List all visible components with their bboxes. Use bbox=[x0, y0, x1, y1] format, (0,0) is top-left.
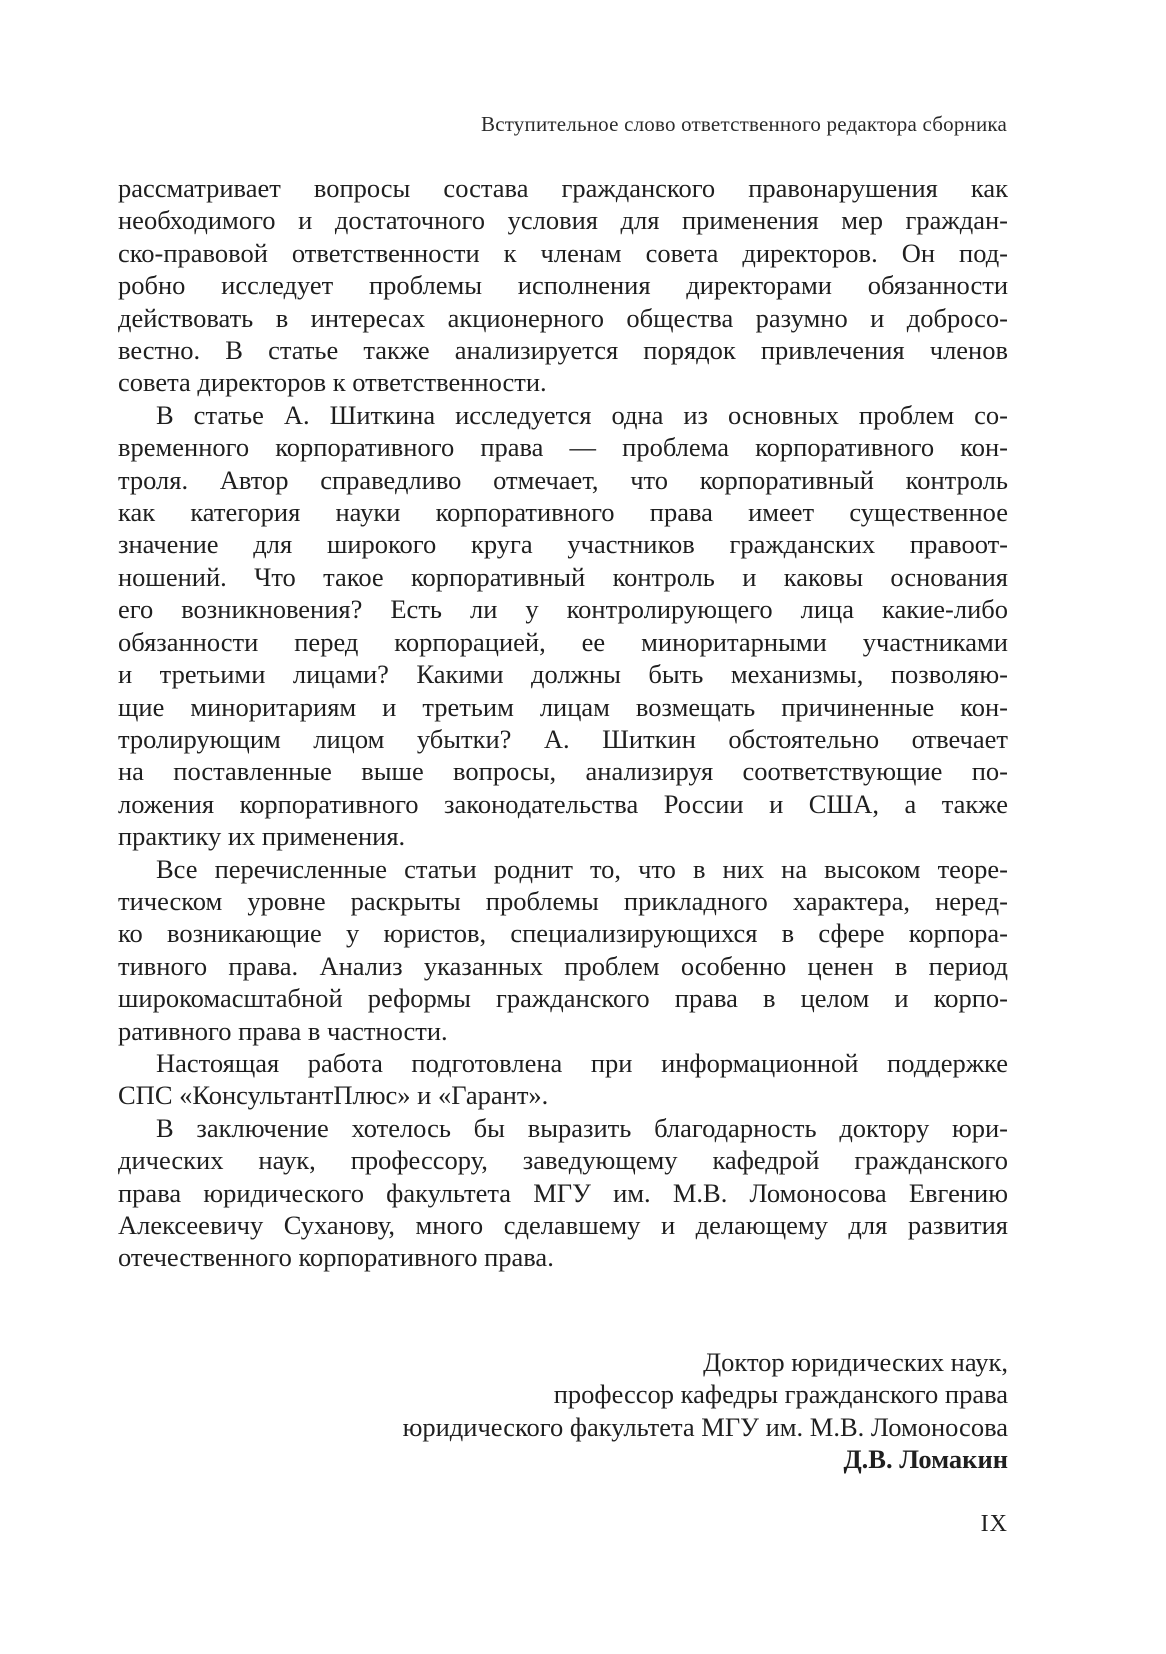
body-text bbox=[118, 172, 1008, 1274]
text-line: широкомасштабной реформы гражданского права в целом и корпо- bbox=[118, 983, 1008, 1014]
signature-name: Д.В. Ломакин bbox=[843, 1444, 1008, 1475]
text-line: щие миноритариям и третьим лицам возмещать причиненные кон- bbox=[118, 691, 1008, 722]
text-line: совета директоров к ответственности. bbox=[118, 367, 547, 398]
signature-position: профессор кафедры гражданского права bbox=[553, 1379, 1008, 1410]
text-line: В заключение хотелось бы выразить благодарность доктору юри- bbox=[156, 1112, 1008, 1143]
paragraph bbox=[118, 1047, 1008, 1112]
text-line: ложения корпоративного законодательства России и США, а также bbox=[118, 788, 1008, 819]
paragraph bbox=[118, 399, 1008, 853]
text-line: и третьими лицами? Какими должны быть механизмы, позволяю- bbox=[118, 659, 1008, 690]
text-line: ко возникающие у юристов, специализирующихся в сфере корпора- bbox=[118, 918, 1008, 949]
signature-faculty: юридического факультета МГУ им. М.В. Ломоносова bbox=[402, 1411, 1008, 1442]
text-line: СПС «КонсультантПлюс» и «Гарант». bbox=[118, 1080, 549, 1111]
paragraph bbox=[118, 1112, 1008, 1274]
page-number: IX bbox=[980, 1511, 1008, 1537]
text-line: его возникновения? Есть ли у контролирующего лица какие-либо bbox=[118, 594, 1008, 625]
text-line: ско-правовой ответственности к членам совета директоров. Он под- bbox=[118, 237, 1008, 268]
text-line: Настоящая работа подготовлена при информационной поддержке bbox=[156, 1047, 1008, 1078]
signature-degree: Доктор юридических наук, bbox=[703, 1347, 1008, 1377]
text-line: тическом уровне раскрыты проблемы прикладного характера, неред- bbox=[118, 885, 1008, 916]
text-line: действовать в интересах акционерного общества разумно и добросо- bbox=[118, 302, 1008, 333]
text-line: Все перечисленные статьи роднит то, что в них на высоком теоре- bbox=[156, 853, 1008, 884]
text-line: временного корпоративного права — проблема корпоративного кон- bbox=[118, 432, 1008, 463]
author-signature bbox=[403, 1346, 1008, 1476]
text-line: вестно. В статье также анализируется порядок привлечения членов bbox=[118, 335, 1008, 366]
text-line: практику их применения. bbox=[118, 821, 406, 852]
text-line: троля. Автор справедливо отмечает, что корпоративный контроль bbox=[118, 464, 1008, 495]
text-line: права юридического факультета МГУ им. М.В. Ломоносова Евгению bbox=[118, 1177, 1008, 1208]
text-line: тивного права. Анализ указанных проблем особенно ценен в период bbox=[118, 950, 1008, 981]
paragraph bbox=[118, 853, 1008, 1047]
text-line: необходимого и достаточного условия для применения мер граждан- bbox=[118, 205, 1008, 236]
text-line: ношений. Что такое корпоративный контроль и каковы основания bbox=[118, 561, 1008, 592]
text-line: Алексеевичу Суханову, много сделавшему и делающему для развития bbox=[118, 1210, 1008, 1240]
text-line: тролирующим лицом убытки? А. Шиткин обстоятельно отвечает bbox=[118, 723, 1008, 754]
text-line: на поставленные выше вопросы, анализируя соответствующие по- bbox=[118, 756, 1008, 787]
text-line: В статье А. Шиткина исследуется одна из основных проблем со- bbox=[156, 399, 1008, 430]
text-line: отечественного корпоративного права. bbox=[118, 1242, 554, 1273]
text-line: робно исследует проблемы исполнения директорами обязанности bbox=[118, 270, 1008, 301]
running-head: Вступительное слово ответственного редактора сборника bbox=[480, 112, 1007, 136]
text-line: значение для широкого круга участников гражданских правоот- bbox=[118, 529, 1008, 560]
text-line: как категория науки корпоративного права имеет существенное bbox=[118, 497, 1008, 528]
text-line: ративного права в частности. bbox=[118, 1015, 448, 1046]
paragraph bbox=[118, 172, 1008, 399]
text-line: обязанности перед корпорацией, ее миноритарными участниками bbox=[118, 626, 1008, 657]
text-line: дических наук, профессору, заведующему кафедрой гражданского bbox=[118, 1145, 1008, 1176]
text-line: рассматривает вопросы состава гражданского правонарушения как bbox=[118, 173, 1008, 203]
